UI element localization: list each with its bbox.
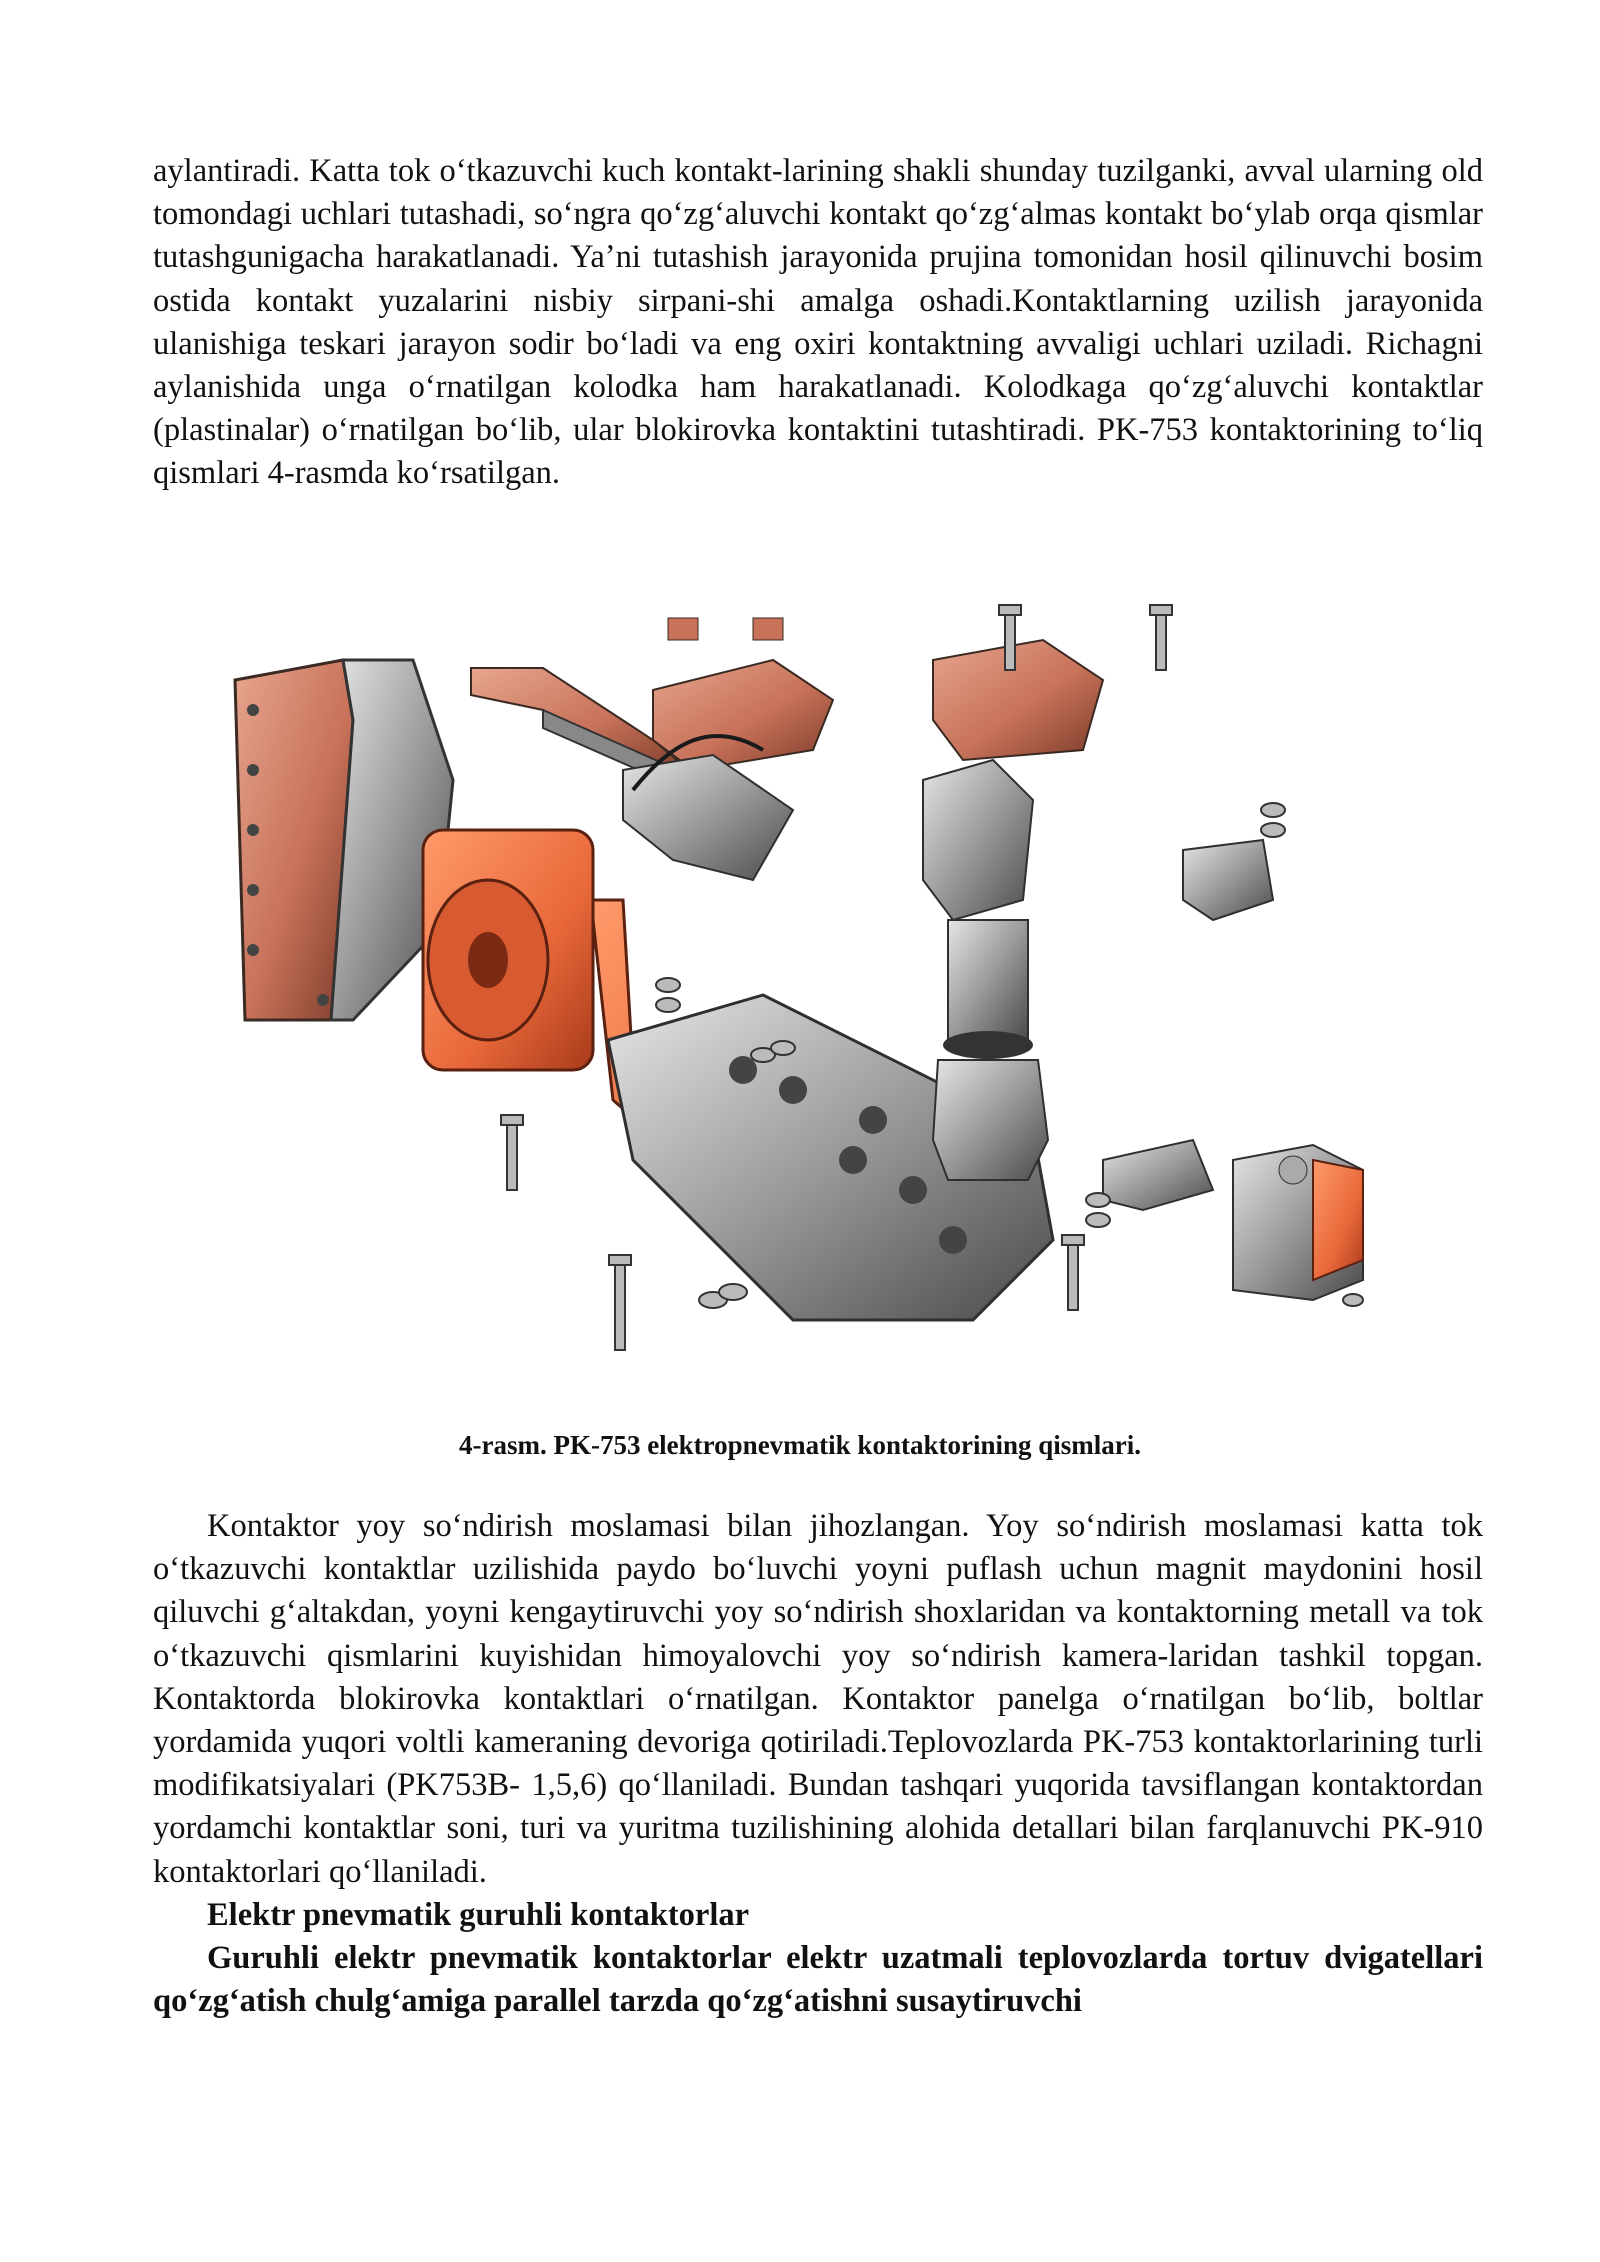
text-block-main <box>153 1505 1483 2023</box>
figure-caption: 4-rasm. PK-753 elektropnevmatik kontaktorining qismlari. <box>458 1430 1141 1460</box>
text-block-top <box>153 150 1483 496</box>
section-heading: Elektr pnevmatik guruhli kontaktorlar <box>207 1896 750 1933</box>
figure-pk753-parts <box>153 600 1483 1410</box>
paragraph-top: aylantiradi. Katta tok oʻtkazuvchi kuch kontakt-larining shakli shunday tuzilganki, avval ularning old tomondagi uchlari tutashadi, soʻngra qoʻzgʻaluvchi kontakt qoʻzgʻalmas kontakt boʻylab orqa qismlar tutashgunigacha harakatlanadi. Yaʼni tutashish jarayonida prujina tomonidan hosil qilinuvchi bosim ostida kontakt yuzalarini nisbiy sirpani-shi amalga oshadi.Kontaktlarning uzilish jarayonida ulanishiga teskari jarayon sodir boʻladi va eng oxiri kontaktning avvaligi uchlari uziladi. Richagni aylanishida unga oʻrnatilgan kolodka ham harakatlanadi. Kolodkaga qoʻzgʻaluvchi kontaktlar (plastinalar) oʻrnatilgan boʻlib, ular blokirovka kontaktini tutashtiradi. PK-753 kontaktorining toʻliq qismlari 4-rasmda koʻrsatilgan. <box>153 153 1483 492</box>
paragraph-bold: Guruhli elektr pnevmatik kontaktorlar elektr uzatmali teplovozlarda tortuv dvigatellari qoʻzgʻatish chulgʻamiga parallel tarzda qoʻzgʻatishni susaytiruvchi <box>153 1940 1483 2020</box>
paragraph-main: Kontaktor yoy soʻndirish moslamasi bilan jihozlangan. Yoy soʻndirish moslamasi katta tok oʻtkazuvchi kontaktlar uzilishida paydo boʻluvchi yoyni puflash uchun magnit maydonini hosil qiluvchi gʻaltakdan, yoyni kengaytiruvchi yoy soʻndirish shoxlaridan va kontaktorning metall va tok oʻtkazuvchi qismlarini kuyishidan himoyalovchi yoy soʻndirish kamera-laridan tashkil topgan. Kontaktorda blokirovka kontaktlari oʻrnatilgan. Kontaktor panelga oʻrnatilgan boʻlib, boltlar yordamida yuqori voltli kameraning devoriga qotiriladi.Teplovozlarda PK-753 kontaktorlarining turli modifikatsiyalari (PK753B- 1,5,6) qoʻllaniladi. Bundan tashqari yuqorida tavsiflangan kontaktordan yordamchi kontaktlar soni, turi va yuritma tuzilishining alohida detallari bilan farqlanuvchi PK-910 kontaktorlari qoʻllaniladi. <box>153 1508 1483 1890</box>
auxiliary-contact-box <box>1233 1145 1363 1300</box>
interlock-bracket <box>1103 840 1273 1210</box>
movable-contact <box>933 640 1103 760</box>
pneumatic-cylinder <box>923 760 1048 1180</box>
exploded-parts-illustration <box>153 600 1483 1410</box>
arc-chute-plate <box>235 660 453 1020</box>
